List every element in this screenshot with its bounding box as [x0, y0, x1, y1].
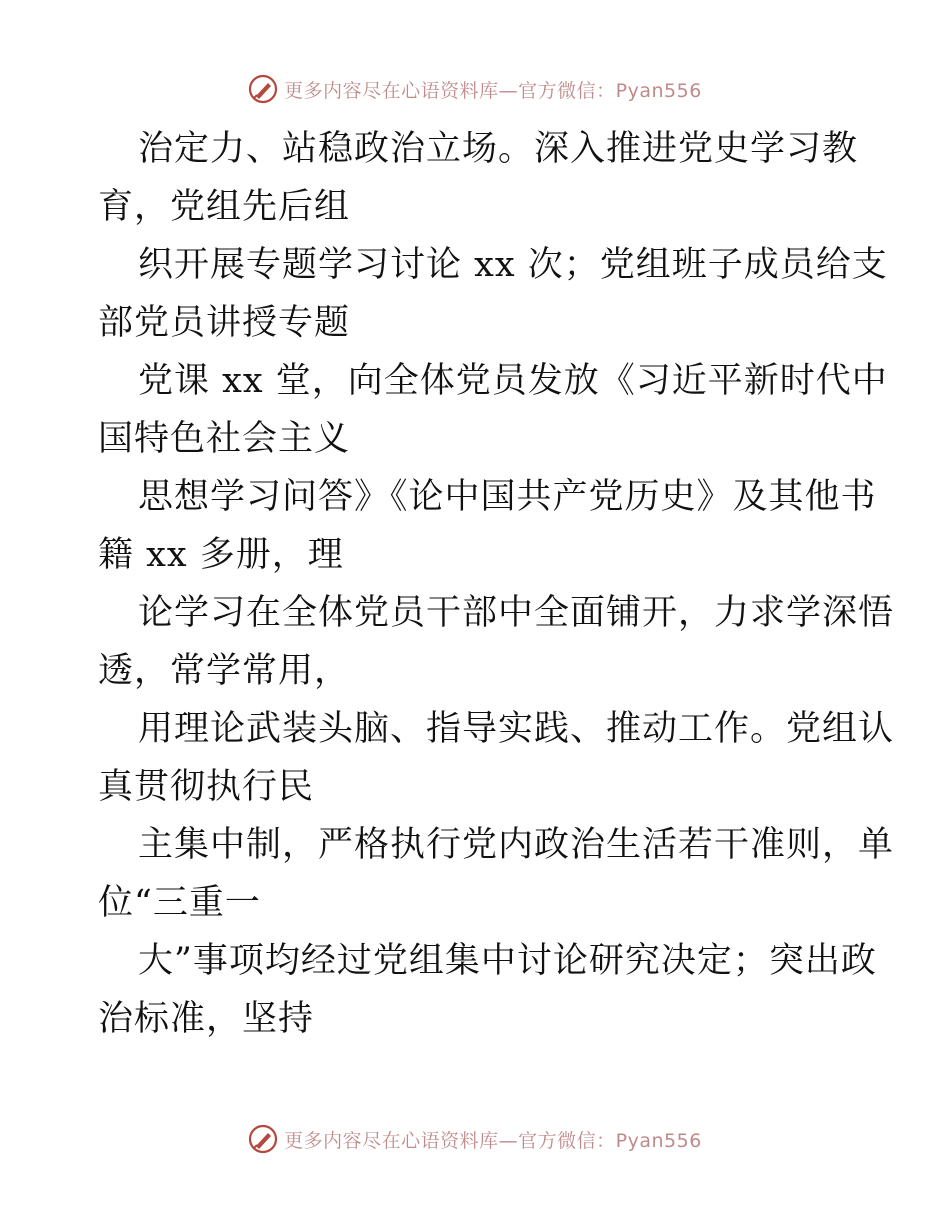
header-watermark	[0, 74, 950, 104]
text-line: 育，党组先后组	[98, 187, 351, 227]
pen-logo-icon	[248, 74, 278, 104]
text-line: 党课 xx 堂，向全体党员发放《习近平新时代中	[138, 361, 888, 401]
footer-watermark	[0, 1124, 950, 1154]
watermark-text: 更多内容尽在心语资料库—官方微信：Pyan556	[284, 1129, 702, 1152]
text-line: 治定力、站稳政治立场。深入推进党史学习教	[138, 129, 859, 169]
text-line: 主集中制，严格执行党内政治生活若干准则，单	[138, 825, 895, 865]
watermark-text: 更多内容尽在心语资料库—官方微信：Pyan556	[284, 79, 702, 102]
text-line: 部党员讲授专题	[98, 303, 351, 343]
text-line: 论学习在全体党员干部中全面铺开，力求学深悟	[138, 593, 895, 633]
pen-logo-icon	[248, 1124, 278, 1154]
text-line: 籍 xx 多册，理	[98, 535, 344, 575]
text-line: 治标准，坚持	[98, 999, 315, 1039]
text-line: 位“三重一	[98, 883, 261, 923]
document-body	[98, 120, 895, 1048]
text-line: 真贯彻执行民	[98, 767, 315, 807]
text-line: 大”事项均经过党组集中讨论研究决定；突出政	[138, 941, 877, 981]
text-line: 用理论武装头脑、指导实践、推动工作。党组认	[138, 709, 895, 749]
text-line: 国特色社会主义	[98, 419, 351, 459]
text-line: 思想学习问答》《论中国共产党历史》及其他书	[138, 477, 877, 517]
text-line: 透，常学常用，	[98, 651, 351, 691]
text-line: 织开展专题学习讨论 xx 次；党组班子成员给支	[138, 245, 888, 285]
